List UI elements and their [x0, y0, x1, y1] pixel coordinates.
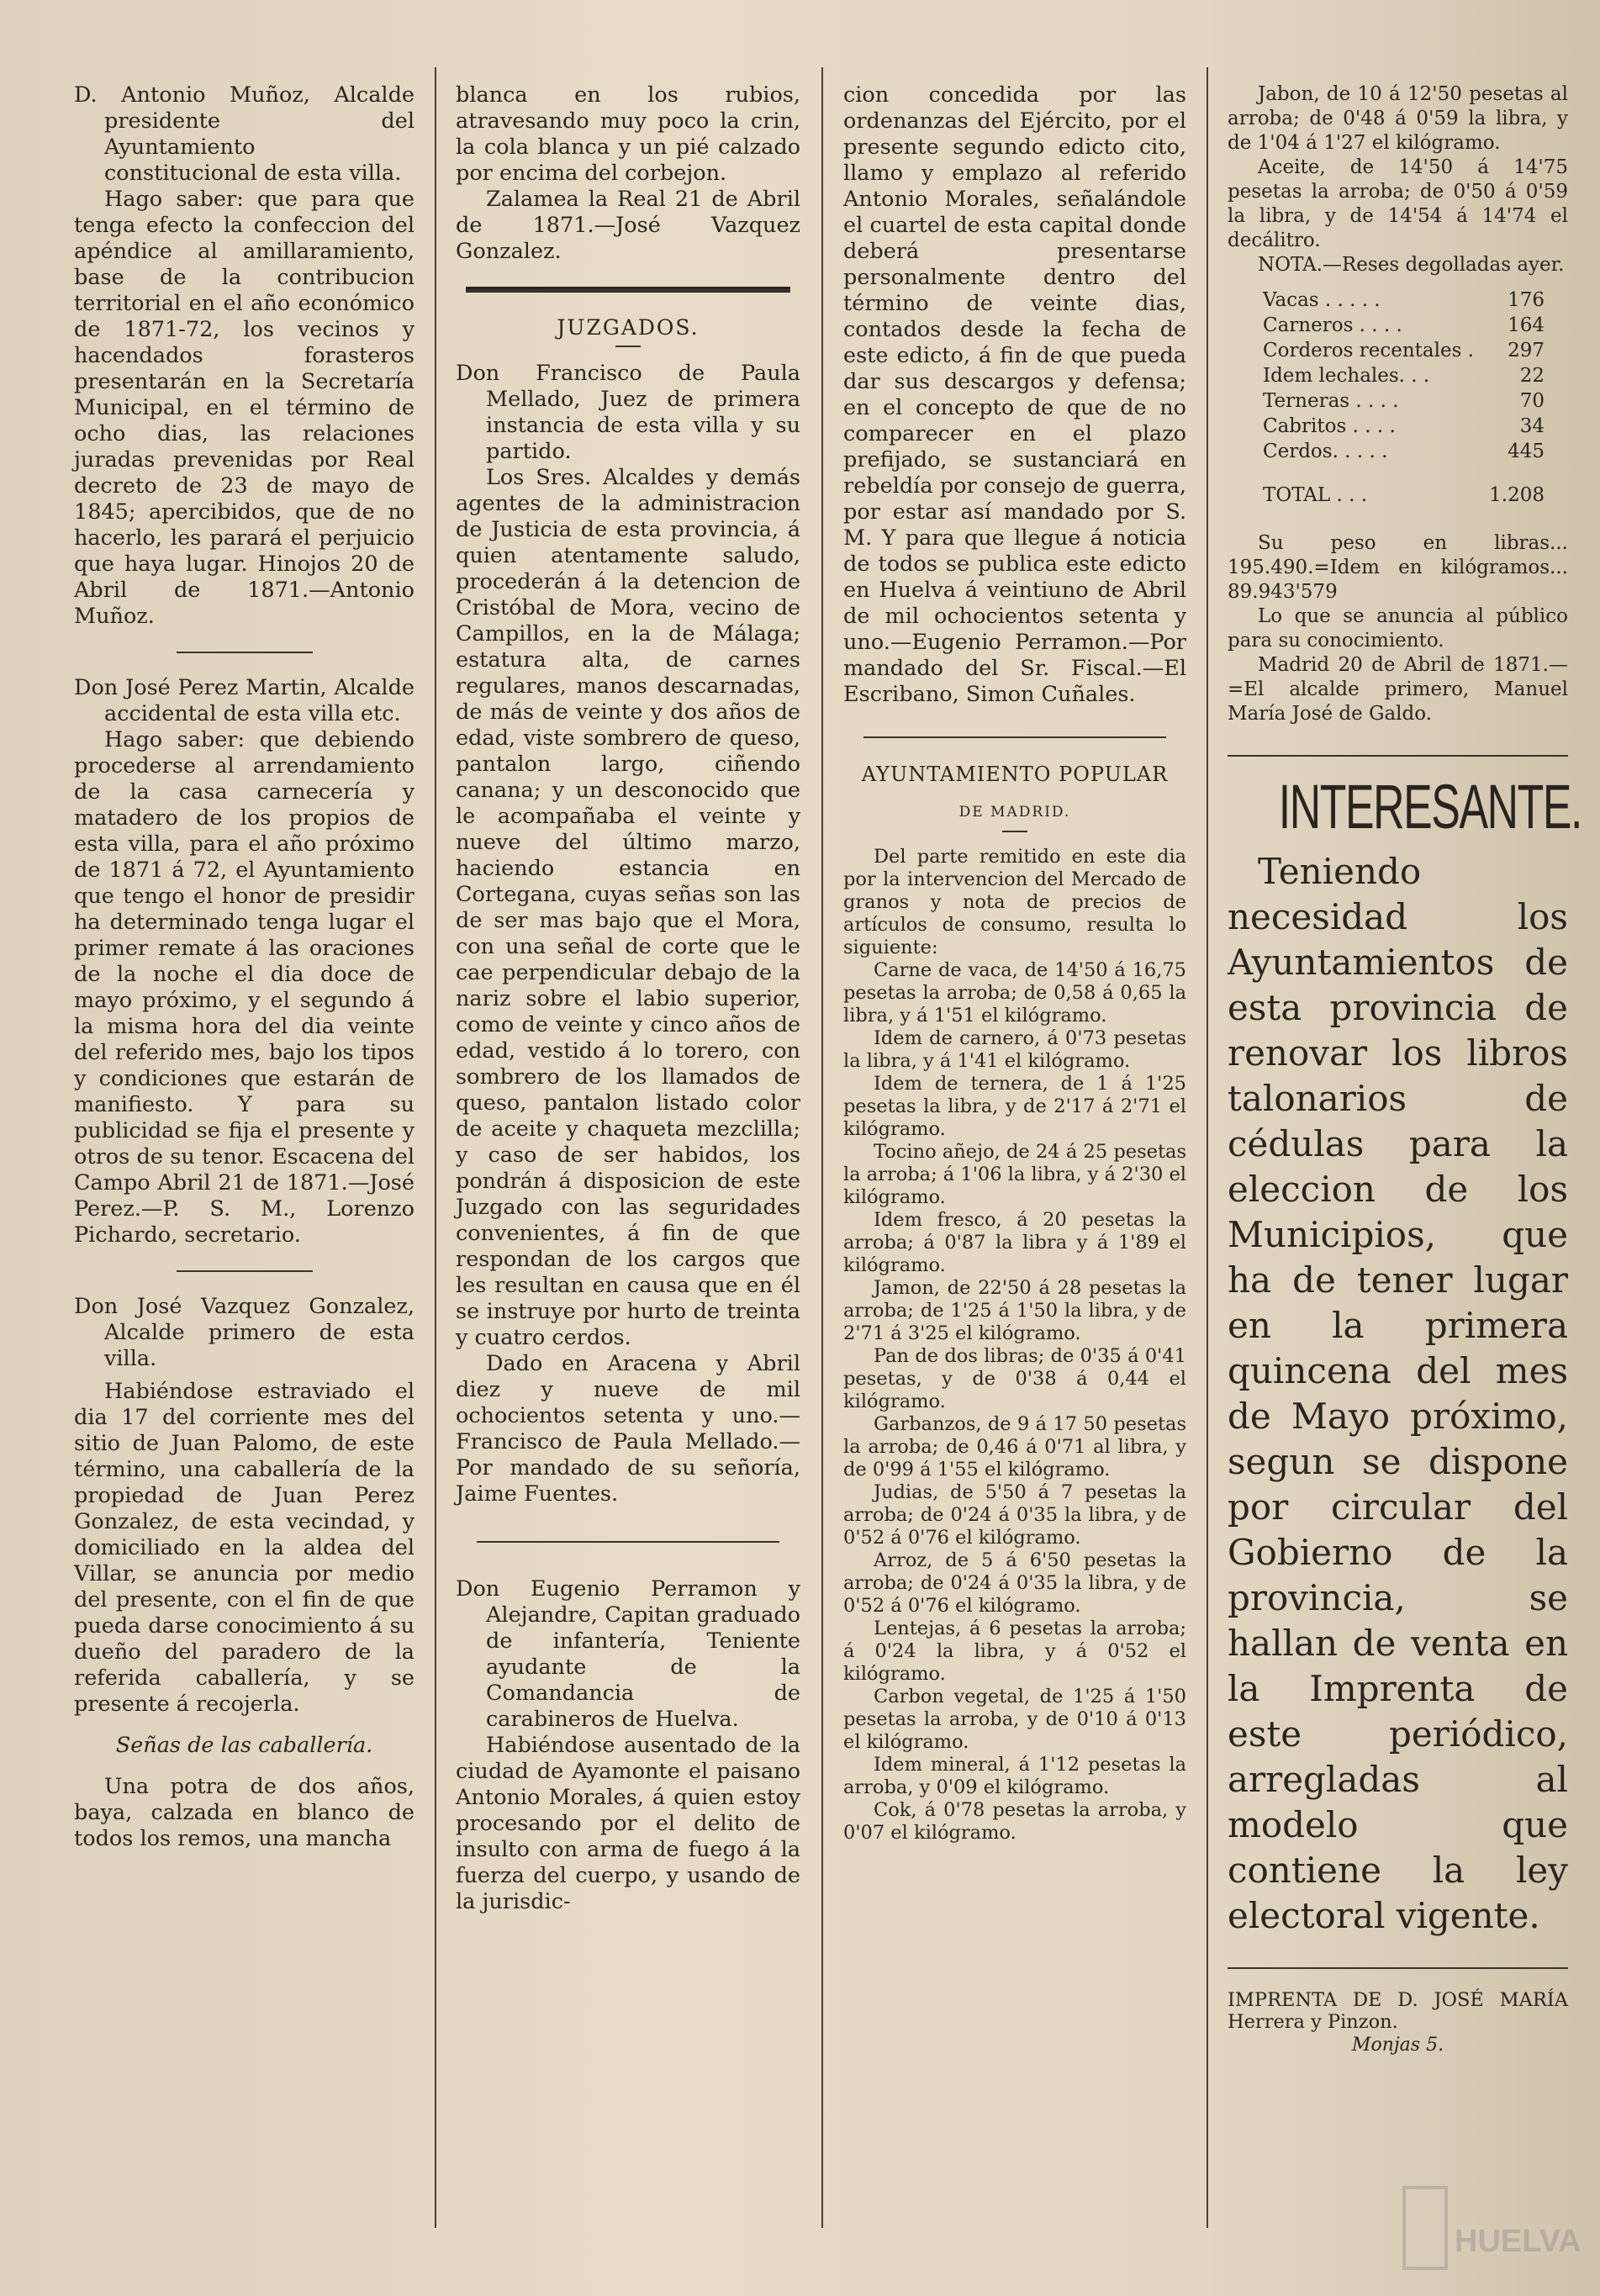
- row-value: 34: [1519, 415, 1545, 437]
- edict-body: Habiéndose ausentado de la ciudad de Ayamonte el paisano Antonio Morales, á quien estoy procesando por el delito de insulto con arma de fuego á la fuerza del cuerpo, y usando de la jurisdic-: [456, 1733, 800, 1914]
- continued-text: blanca en los rubios, atravesando muy poco la crin, la cola blanca y un pié calzado por encima del corbejon.: [456, 82, 800, 186]
- column-1: [74, 82, 415, 1852]
- price-item: Aceite, de 14'50 á 14'75 pesetas la arroba; de 0'50 á 0'59 la libra, y de 14'54 á 14'74 el decálitro.: [1228, 156, 1568, 251]
- separator: [1228, 1967, 1568, 1969]
- reses-table: [1263, 288, 1545, 508]
- table-row: [1263, 363, 1545, 388]
- total-value: 1.208: [1489, 484, 1545, 506]
- column-rule: [1207, 67, 1208, 2228]
- price-item: Arroz, de 5 á 6'50 pesetas la arroba; de 0'24 á 0'35 la libra, y de 0'52 á 0'76 el kilógramo.: [843, 1549, 1186, 1617]
- total-label: TOTAL . . .: [1263, 484, 1368, 506]
- edict-title: Don Eugenio Perramon y Alejandre, Capitan graduado de infantería, Teniente ayudante de la Comandancia de carabineros de Huelva.: [456, 1576, 800, 1732]
- row-label: Corderos recentales .: [1263, 340, 1474, 362]
- separator: [863, 736, 1165, 738]
- row-value: 70: [1519, 390, 1545, 412]
- separator: [177, 652, 313, 653]
- price-item: Idem de ternera, de 1 á 1'25 pesetas la libra, y de 2'17 á 2'71 el kilógramo.: [843, 1073, 1186, 1140]
- column-2: [456, 82, 800, 1915]
- price-list: [843, 846, 1186, 1845]
- table-row: [1263, 439, 1545, 464]
- nota: NOTA.—Reses degolladas ayer.: [1258, 254, 1565, 276]
- section-heading: AYUNTAMIENTO POPULAR: [861, 763, 1169, 786]
- stamp-text: HUELVA: [1455, 2224, 1582, 2259]
- price-item: Cok, á 0'78 pesetas la arroba, y 0'07 el kilógramo.: [843, 1799, 1186, 1844]
- price-item: Tocino añejo, de 24 á 25 pesetas la arroba; á 1'06 la libra, y á 2'30 el kilógramo.: [843, 1141, 1186, 1208]
- edict-title: D. Antonio Muñoz, Alcalde presidente del Ayuntamiento constitucional de esta villa.: [74, 82, 415, 186]
- senas-body: Una potra de dos años, baya, calzada en blanco de todos los remos, una mancha: [74, 1774, 415, 1851]
- edict-body: Hago saber: que para que tenga efecto la confeccion del apéndice al amillaramiento, base de la contribucion territorial en el año económico de 1871-72, los vecinos y hacendados forasteros presentarán en la Secretaría Municipal, en el término de ocho dias, las relaciones juradas prevenidas por Real decreto de 23 de mayo de 1845; apercibidos, que de no hacerlo, les parará el perjuicio que haya lugar. Hinojos 20 de Abril de 1871.—Antonio Muñoz.: [74, 187, 415, 629]
- spacer: [1228, 508, 1568, 531]
- price-item: Carbon vegetal, de 1'25 á 1'50 pesetas la arroba, y de 0'10 á 0'13 el kilógramo.: [843, 1686, 1186, 1753]
- price-item: Idem de carnero, á 0'73 pesetas la libra, y á 1'41 el kilógramo.: [843, 1027, 1186, 1072]
- table-row: [1263, 388, 1545, 414]
- interesante-title: INTERESANTE.: [1278, 772, 1582, 842]
- edict-body: Hago saber: que debiendo procederse al arrendamiento de la casa carnecería y matadero de los propios de esta villa, para el año próximo de 1871 á 72, el Ayuntamiento que tengo el honor de presidir ha determinado tenga lugar el primer remate á las oraciones de la noche el dia doce de mayo próximo, y el segundo á la misma hora del dia veinte del referido mes, bajo los tipos y condiciones que estarán de manifiesto. Y para su publicidad se fija el presente y otros de su tenor. Escacena del Campo Abril 21 de 1871.—José Perez.—P. S. M., Lorenzo Pichardo, secretario.: [74, 727, 415, 1248]
- continued-text: cion concedida por las ordenanzas del Ejército, por el presente segundo edicto cito, llamo y emplazo al referido Antonio Morales, señalándole el cuartel de esta capital donde deberá presentarse personalmente dentro del término de veinte dias, contados desde la fecha de este edicto, á fin de que pueda dar sus descargos y defensa; en el concepto de que de no comparecer en el plazo prefijado, se sustanciará en rebeldía por consejo de guerra, por estar así mandado por S. M. Y para que llegue á noticia de todos se publica este edicto en Huelva á veintiuno de Abril de mil ochocientos setenta y uno.—Eugenio Perramon.—Por mandado del Sr. Fiscal.—El Escribano, Simon Cuñales.: [843, 82, 1186, 707]
- total-row: [1263, 464, 1545, 508]
- row-value: 445: [1508, 441, 1545, 462]
- firma: Madrid 20 de Abril de 1871.—=El alcalde primero, Manuel María José de Galdo.: [1228, 654, 1568, 725]
- edict-title: Don José Vazquez Gonzalez, Alcalde primero de esta villa.: [74, 1294, 415, 1371]
- separator: [1228, 755, 1568, 757]
- row-value: 176: [1508, 289, 1545, 311]
- row-value: 164: [1508, 314, 1545, 336]
- table-row: [1263, 288, 1545, 313]
- column-3: [843, 82, 1186, 1845]
- price-intro: Del parte remitido en este dia por la intervencion del Mercado de granos y nota de precios de artículos de consumo, resulta lo siguiente:: [843, 846, 1186, 958]
- edict-title: Don Francisco de Paula Mellado, Juez de primera instancia de esta villa y su partido.: [456, 361, 800, 464]
- signature: Zalamea la Real 21 de Abril de 1871.—José Vazquez Gonzalez.: [456, 187, 800, 264]
- interesante-body: Teniendo necesidad los Ayuntamientos de esta provincia de renovar los libros talonarios de cédulas para la eleccion de los Municipios, que ha de tener lugar en la primera quincena del mes de Mayo próximo, segun se dispone por circular del Gobierno de la provincia, se hallan de venta en la Imprenta de este periódico, arregladas al modelo que contiene la ley electoral vigente.: [1228, 851, 1568, 1936]
- edict-closing: Dado en Aracena y Abril diez y nueve de mil ochocientos setenta y uno.—Francisco de Paula Mellado.—Por mandado de su señoría, Jaime Fuentes.: [456, 1351, 800, 1507]
- edict-title: Don José Perez Martin, Alcalde accidental de esta villa etc.: [74, 675, 415, 726]
- archive-stamp: [1402, 2186, 1582, 2270]
- price-item: Judias, de 5'50 á 7 pesetas la arroba; de 0'24 á 0'35 la libra, y de 0'52 á 0'76 el kilógramo.: [843, 1481, 1186, 1549]
- column-rule: [435, 67, 436, 2228]
- separator: [615, 346, 641, 347]
- stamp-shield: [1404, 2188, 1446, 2268]
- row-label: Vacas . . . . .: [1263, 289, 1381, 311]
- row-label: Cabritos . . . .: [1263, 415, 1396, 437]
- row-label: Carneros . . . .: [1263, 314, 1402, 336]
- table-row: [1263, 414, 1545, 439]
- column-rule: [821, 67, 823, 2228]
- senas-heading: Señas de las caballería.: [115, 1733, 373, 1758]
- row-value: 22: [1519, 365, 1545, 387]
- peso: Su peso en libras... 195.490.=Idem en kilógramos... 89.943'579: [1228, 532, 1568, 603]
- separator: [477, 1541, 780, 1543]
- section-subheading: DE MADRID.: [958, 804, 1071, 821]
- price-item: Idem mineral, á 1'12 pesetas la arroba, y 0'09 el kilógramo.: [843, 1754, 1186, 1798]
- imprenta-address: Monjas 5.: [1351, 2035, 1444, 2056]
- table-row: [1263, 313, 1545, 338]
- price-item: Carne de vaca, de 14'50 á 16,75 pesetas la arroba; de 0,58 á 0,65 la libra, y á 1'51 el kilógramo.: [843, 959, 1186, 1027]
- price-item: Garbanzos, de 9 á 17 50 pesetas la arroba; de 0,46 á 0'71 al libra, y de 0'99 á 1'55 el kilógramo.: [843, 1413, 1186, 1481]
- edict-body: Habiéndose estraviado el dia 17 del corriente mes del sitio de Juan Palomo, de este término, una caballería de la propiedad de Juan Perez Gonzalez, de esta vecindad, y domiciliado en la aldea del Villar, se anuncia por medio del presente, con el fin de que pueda darse conocimiento á su dueño del paradero de la referida caballería, y se presente á recojerla.: [74, 1379, 415, 1717]
- row-label: Terneras . . . .: [1263, 390, 1399, 412]
- price-item: Pan de dos libras; de 0'35 á 0'41 pesetas, y de 0'38 á 0,44 el kilógramo.: [843, 1345, 1186, 1412]
- separator: [466, 287, 789, 293]
- price-item: Jamon, de 22'50 á 28 pesetas la arroba; de 1'25 á 1'50 la libra, y de 2'71 á 3'25 el kilógramo.: [843, 1277, 1186, 1344]
- column-4: [1228, 82, 1582, 2057]
- row-label: Idem lechales. . .: [1263, 365, 1430, 387]
- row-label: Cerdos. . . . .: [1263, 441, 1388, 462]
- edict-body: Los Sres. Alcaldes y demás agentes de la administracion de Justicia de esta provincia, á quien atentamente saludo, procederán á la detencion de Cristóbal de Mora, vecino de Campillos, en la de Málaga; estatura alta, de carnes regulares, manos descarnadas, de más de veinte y dos años de edad, viste sombrero de queso, pantalon largo, ciñendo canana; y un desconocido que le acompañaba el veinte y nueve del último marzo, haciendo estancia en Cortegana, cuyas señas son las de ser mas bajo que el Mora, con una señal de corte que le cae perpendicular debajo de la nariz sobre el labio superior, como de veinte y cinco años de edad, vestido á lo torero, con sombrero de los llamados de queso, pantalon listado color de aceite y chaqueta mezclilla; y caso de ser habidos, los pondrán á disposicion de este Juzgado con las seguridades convenientes, á fin de que respondan de los cargos que les resultan en causa que en él se instruye por hurto de treinta y cuatro cerdos.: [456, 465, 800, 1350]
- separator: [177, 1270, 313, 1272]
- section-heading: JUZGADOS.: [557, 315, 700, 340]
- price-item: Lentejas, á 6 pesetas la arroba; á 0'24 la libra, y á 0'52 el kilógramo.: [843, 1618, 1186, 1685]
- table-row: [1263, 338, 1545, 363]
- imprenta: IMPRENTA DE D. JOSÉ MARÍA Herrera y Pinzon.: [1228, 1989, 1568, 2033]
- separator: [1002, 831, 1027, 832]
- row-value: 297: [1508, 340, 1545, 362]
- price-item: Idem fresco, á 20 pesetas la arroba; á 0'87 la libra y á 1'89 el kilógramo.: [843, 1209, 1186, 1276]
- price-item: Jabon, de 10 á 12'50 pesetas al arroba; de 0'48 á 0'59 la libra, y de 1'04 á 1'27 el kilógramo.: [1228, 83, 1568, 154]
- aviso: Lo que se anuncia al público para su conocimiento.: [1228, 605, 1568, 652]
